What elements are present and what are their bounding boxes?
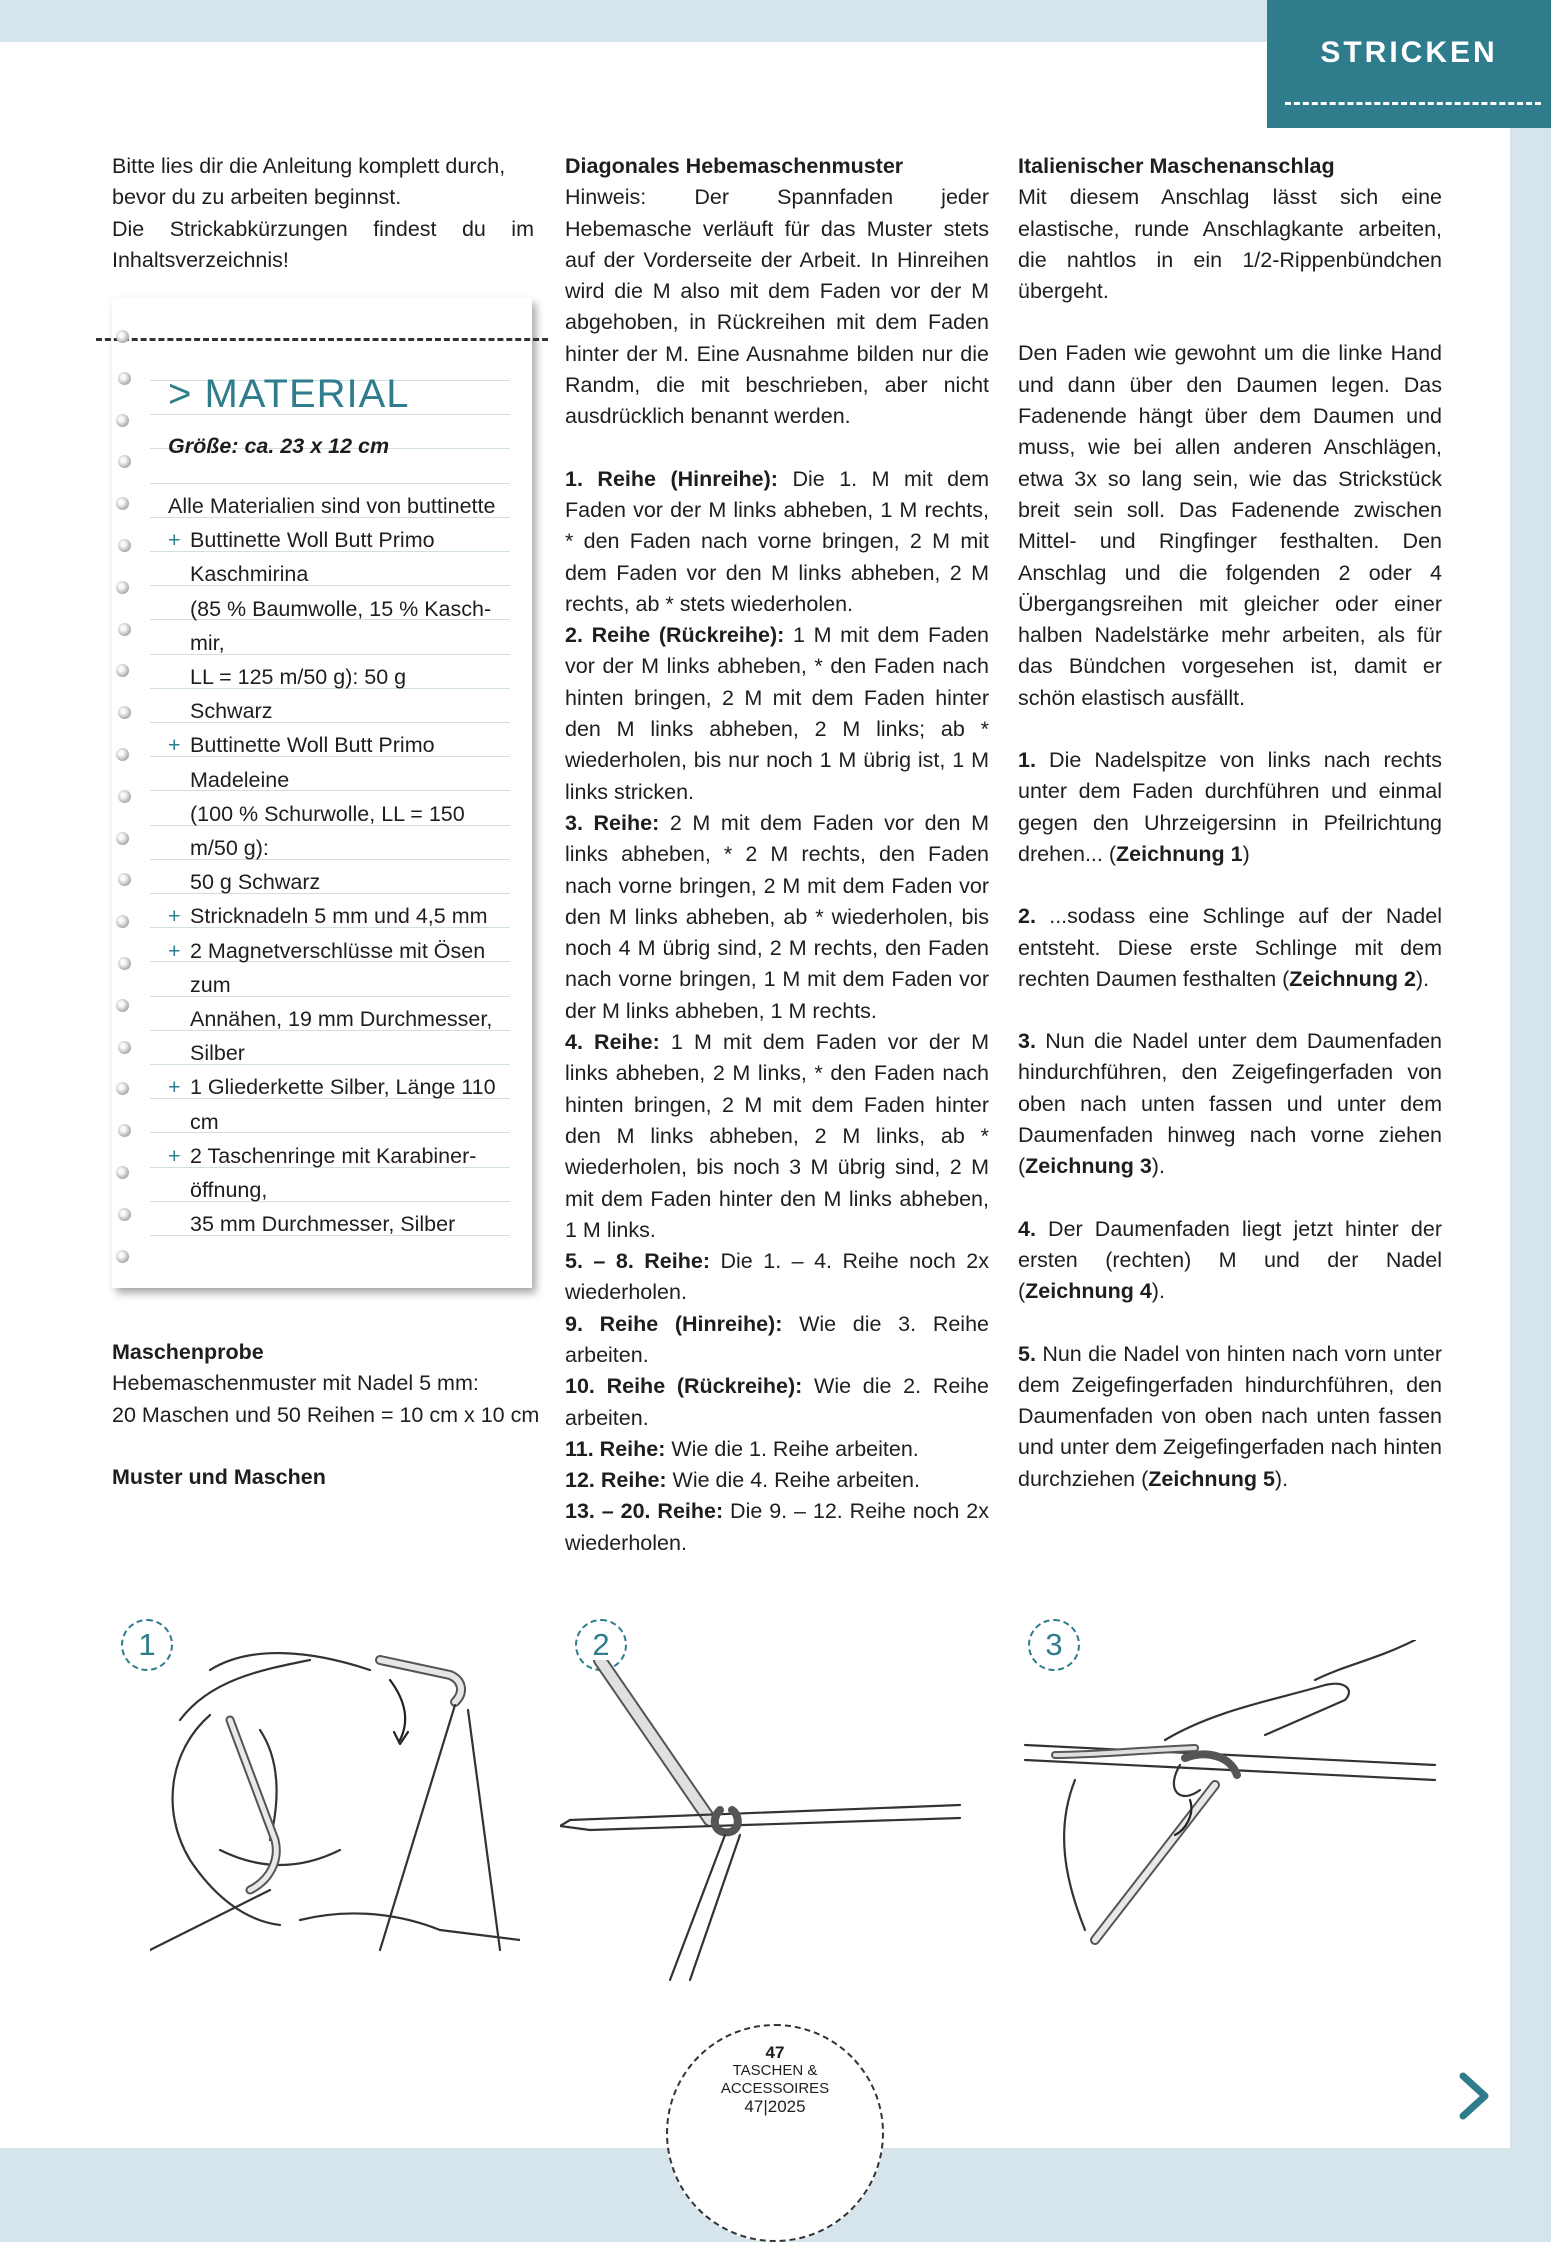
step-text: Die Nadelspitze von links nach rechts unter dem Faden durchführen und einmal gegen den Uhrzeigersinn in Pfeilrichtung drehen... (: [1018, 748, 1442, 866]
step-text: Nun die Nadel unter dem Daumenfaden hindurchführen, den Zeigefingerfaden von oben nach unten fassen und unter dem Daumenfaden hinweg nach vorne ziehen (: [1018, 1029, 1442, 1179]
pattern-row: [565, 808, 989, 1027]
figure-2-number: 2: [575, 1619, 627, 1671]
cast-on-step: [1018, 1214, 1442, 1308]
plus-icon: +: [168, 904, 181, 929]
figure-3-number: 3: [1028, 1619, 1080, 1671]
page-number-badge: [666, 2024, 884, 2193]
material-list: [168, 489, 518, 1241]
col2-title: Diagonales Hebemaschenmuster: [565, 154, 904, 178]
material-item-text: (85 % Baumwolle, 15 % Kasch-: [190, 596, 492, 621]
material-item-line: [168, 1070, 518, 1104]
pattern-row: [565, 1465, 989, 1496]
material-item-line: [168, 1173, 518, 1207]
material-item-line: [168, 1002, 518, 1036]
pattern-row-label: 10. Reihe (Rückreihe):: [565, 1374, 803, 1399]
material-item-line: [168, 1207, 518, 1241]
col3-paragraph-1: Mit diesem Anschlag lässt sich eine elastische, runde Anschlagkante arbeiten, die nahtlos in ein 1/2-Rippenbündchen übergeht.: [1018, 185, 1442, 304]
material-item-line: [168, 899, 518, 933]
cast-on-step: [1018, 1339, 1442, 1495]
cast-on-step: [1018, 745, 1442, 870]
pattern-row-text: Die 1. M mit dem Faden vor der M links abheben, 1 M rechts, * den Faden nach vorne bringen, 2 M mit dem Faden vor den M links abheben, 2 M rechts, ab * stets wiederholen.: [565, 466, 989, 616]
material-item-text: 50 g Schwarz: [190, 870, 321, 895]
cast-on-step: [1018, 1026, 1442, 1182]
drawing-reference: Zeichnung 3: [1025, 1154, 1152, 1179]
gauge-title: Maschenprobe: [112, 1340, 264, 1364]
section-tab-divider: [1285, 102, 1541, 105]
material-item-line: [168, 865, 518, 899]
material-item-text: Schwarz: [190, 699, 273, 724]
material-item-text: Kaschmirina: [190, 562, 309, 587]
material-size: Größe: ca. 23 x 12 cm: [168, 434, 390, 458]
step-text: Nun die Nadel von hinten nach vorn unter dem Zeigefingerfaden hindurchführen, den Daumenfaden von oben nach unten fassen und unter dem Zeigefingerfaden nach hinten durchziehen (: [1018, 1341, 1442, 1491]
drawing-reference: Zeichnung 5: [1148, 1466, 1275, 1491]
step-end: ).: [1274, 1466, 1289, 1491]
material-item-text: öffnung,: [190, 1178, 268, 1203]
intro-line-1: Bitte lies dir die Anleitung komplett durch, bevor du zu arbeiten beginnst.: [112, 154, 506, 210]
intro-text: [112, 151, 534, 276]
binder-ring: [116, 1250, 129, 1263]
pattern-row-label: 11. Reihe:: [565, 1436, 666, 1461]
pattern-row: [565, 1246, 989, 1309]
binder-ring: [118, 539, 131, 552]
material-item-text: cm: [190, 1109, 219, 1134]
material-item-text: 2 Magnetverschlüsse mit Ösen: [190, 938, 486, 963]
material-item-line: [168, 728, 518, 762]
issue-number: 47|2025: [744, 2097, 806, 2116]
pattern-heading: Muster und Maschen: [112, 1464, 326, 1489]
binder-ring: [116, 999, 129, 1012]
magazine-title-line-2: ACCESSOIRES: [720, 2080, 830, 2097]
pattern-row-text: Wie die 4. Reihe arbeiten.: [666, 1468, 920, 1493]
material-item-line: [168, 626, 518, 660]
plus-icon: +: [168, 1143, 181, 1168]
plus-icon: +: [168, 1075, 181, 1100]
material-item-line: [168, 694, 518, 728]
material-item-line: [168, 523, 518, 557]
material-item-text: Buttinette Woll Butt Primo: [190, 528, 435, 553]
material-item-line: [168, 592, 518, 626]
material-item-text: zum: [190, 972, 231, 997]
pattern-row-text: 1 M mit dem Faden vor der M links abheben, * den Faden nach hinten bringen, 2 M mit dem Faden hinter den M links abheben, 2 M links; ab * wiederholen, bis nur noch 1 M übrig ist, 1 M links stricken.: [565, 623, 989, 804]
material-item-text: 1 Gliederkette Silber, Länge 110: [190, 1075, 496, 1100]
pattern-row-label: 9. Reihe (Hinreihe):: [565, 1311, 783, 1336]
figure-1-drawing: [150, 1620, 520, 1970]
material-item-text: LL = 125 m/50 g): 50 g: [190, 665, 407, 690]
pattern-row-text: Wie die 1. Reihe arbeiten.: [665, 1436, 919, 1461]
plus-icon: +: [168, 733, 181, 758]
step-number: 5.: [1018, 1341, 1036, 1366]
pattern-row: [565, 464, 989, 620]
intro-line-2: Die Strickabkürzungen findest du im Inhaltsverzeichnis!: [112, 216, 534, 272]
material-item-line: [168, 660, 518, 694]
pattern-row-label: 2. Reihe (Rückreihe):: [565, 623, 785, 648]
pattern-row: [565, 1434, 989, 1465]
material-item-text: m/50 g):: [190, 836, 269, 861]
pattern-row-label: 5. – 8. Reihe:: [565, 1249, 710, 1274]
pattern-row-text: Die 9. – 12. Reihe noch 2x wiederholen.: [565, 1499, 989, 1555]
gauge-text-1: Hebemaschenmuster mit Nadel 5 mm:: [112, 1371, 479, 1396]
material-item-text: Annähen, 19 mm Durchmesser,: [190, 1007, 493, 1032]
pattern-row-label: 12. Reihe:: [565, 1468, 667, 1493]
col3-paragraph-2: Den Faden wie gewohnt um die linke Hand und dann über den Daumen legen. Das Fadenende hängt über dem Daumen und muss, wie bei allen anderen Anschlägen, etwa 3x so lang sein, wie das Strickstück breit sein soll. Das Fadenende zwischen Mittel- und Ringfinger festhalten. Den Anschlag und die folgenden 2 oder 4 Übergangsreihen mit gleicher oder einer halben Nadelstärke mehr arbeiten, als für das Bündchen vorgesehen ist, damit er schön elastisch ausfällt.: [1018, 341, 1442, 710]
material-item-line: [168, 797, 518, 831]
drawing-reference: Zeichnung 2: [1289, 966, 1416, 991]
column-cast-on: [1018, 151, 1442, 1495]
magazine-title-line-1: TASCHEN &: [732, 2062, 818, 2079]
material-item-line: [168, 831, 518, 865]
binder-ring: [116, 1166, 129, 1179]
material-item-text: 35 mm Durchmesser, Silber: [190, 1212, 456, 1237]
material-item-line: [168, 1036, 518, 1070]
material-item-text: 2 Taschenringe mit Karabiner-: [190, 1143, 477, 1168]
pattern-row: [565, 620, 989, 808]
material-title: > MATERIAL: [168, 372, 410, 416]
step-number: 3.: [1018, 1029, 1036, 1054]
pattern-row: [565, 1309, 989, 1372]
gauge-section: [112, 1337, 542, 1493]
figure-3-drawing: [1015, 1640, 1445, 1970]
figure-2-drawing: [560, 1660, 980, 1990]
binder-ring: [118, 957, 131, 970]
material-item-line: [168, 934, 518, 968]
col3-title: Italienischer Maschenanschlag: [1018, 154, 1335, 178]
material-item-text: Stricknadeln 5 mm und 4,5 mm: [190, 904, 488, 929]
binder-ring: [118, 790, 131, 803]
col2-hint: Hinweis: Der Spannfaden jeder Hebemasche verläuft für das Muster stets auf der Vorderseite der Arbeit. In Hinreihen wird die M also mit dem Faden vor der M abgehoben, in Rückreihen mit dem Faden hinter der M. Eine Ausnahme bilden nur die Randm, die mit beschrieben, aber nicht ausdrücklich benannt werden.: [565, 185, 989, 429]
binder-ring: [118, 372, 131, 385]
plus-icon: +: [168, 528, 181, 553]
material-item-line: [168, 763, 518, 797]
gauge-text-2: 20 Maschen und 50 Reihen = 10 cm x 10 cm: [112, 1402, 540, 1427]
step-number: 4.: [1018, 1216, 1036, 1241]
material-item-text: (100 % Schurwolle, LL = 150: [190, 801, 465, 826]
pattern-row-label: 4. Reihe:: [565, 1030, 660, 1055]
step-end: ): [1242, 841, 1250, 866]
material-item-line: [168, 557, 518, 591]
pattern-row-label: 13. – 20. Reihe:: [565, 1499, 724, 1524]
material-item-text: mir,: [190, 630, 225, 655]
binder-ring: [118, 623, 131, 636]
cast-on-step: [1018, 901, 1442, 995]
pattern-row-text: Wie die 3. Reihe arbeiten.: [565, 1311, 989, 1367]
binder-ring: [116, 330, 129, 343]
pattern-row-label: 1. Reihe (Hinreihe):: [565, 466, 778, 491]
page-number: 47: [765, 2043, 785, 2062]
pattern-row-text: Die 1. – 4. Reihe noch 2x wiederholen.: [565, 1249, 989, 1305]
material-item-text: Buttinette Woll Butt Primo: [190, 733, 435, 758]
pattern-row: [565, 1027, 989, 1246]
page-number-text: [666, 2044, 884, 2116]
material-item-line: [168, 1139, 518, 1173]
material-box-tear-line: [96, 338, 548, 341]
material-intro: Alle Materialien sind von buttinette: [168, 494, 496, 518]
ruled-line: [150, 483, 510, 484]
pattern-row: [565, 1371, 989, 1434]
binder-ring: [116, 414, 129, 427]
pattern-row-text: 1 M mit dem Faden vor der M links abheben, 2 M links, * den Faden nach hinten bringen, 2 M mit dem Faden hinter den M links abheben, 2 M links, ab * wiederholen, bis noch 3 M übrig sind, 2 M mit dem Faden hinter den M links abheben, 1 M links.: [565, 1030, 989, 1242]
figure-1-number: 1: [121, 1619, 173, 1671]
binder-ring: [116, 832, 129, 845]
step-end: ).: [1415, 966, 1430, 991]
pattern-row-text: Wie die 2. Reihe arbeiten.: [565, 1374, 989, 1430]
step-number: 1.: [1018, 748, 1036, 773]
plus-icon: +: [168, 938, 181, 963]
material-item-line: [168, 1105, 518, 1139]
binder-ring: [116, 748, 129, 761]
material-item-text: Silber: [190, 1041, 245, 1066]
step-end: ).: [1151, 1154, 1165, 1179]
section-label: STRICKEN: [1320, 36, 1498, 69]
drawing-reference: Zeichnung 1: [1116, 841, 1243, 866]
pattern-row: [565, 1496, 989, 1559]
binder-ring: [118, 1041, 131, 1054]
pattern-row-label: 3. Reihe:: [565, 810, 660, 835]
drawing-reference: Zeichnung 4: [1025, 1279, 1152, 1304]
step-text: ...sodass eine Schlinge auf der Nadel entsteht. Diese erste Schlinge mit dem rechten Daumen festhalten (: [1018, 904, 1442, 991]
binder-ring: [116, 581, 129, 594]
material-item-line: [168, 968, 518, 1002]
section-tab: [1267, 0, 1551, 128]
chevron-right-icon[interactable]: [1455, 2070, 1495, 2122]
column-pattern: [565, 151, 989, 1559]
step-end: ).: [1151, 1279, 1165, 1304]
material-item-text: Madeleine: [190, 767, 290, 792]
pattern-row-text: 2 M mit dem Faden vor den M links abheben, * 2 M rechts, den Faden nach vorne bringen, 2 M mit dem Faden vor den M links abheben, ab * wiederholen, bis noch 4 M übrig sind, 2 M rechts, den Faden nach vorne bringen, 1 M mit dem Faden vor der M links abheben, 1 M rechts.: [565, 810, 989, 1023]
step-number: 2.: [1018, 904, 1036, 929]
step-text: Der Daumenfaden liegt jetzt hinter der ersten (rechten) M und der Nadel (: [1018, 1216, 1442, 1304]
binder-ring: [118, 1208, 131, 1221]
